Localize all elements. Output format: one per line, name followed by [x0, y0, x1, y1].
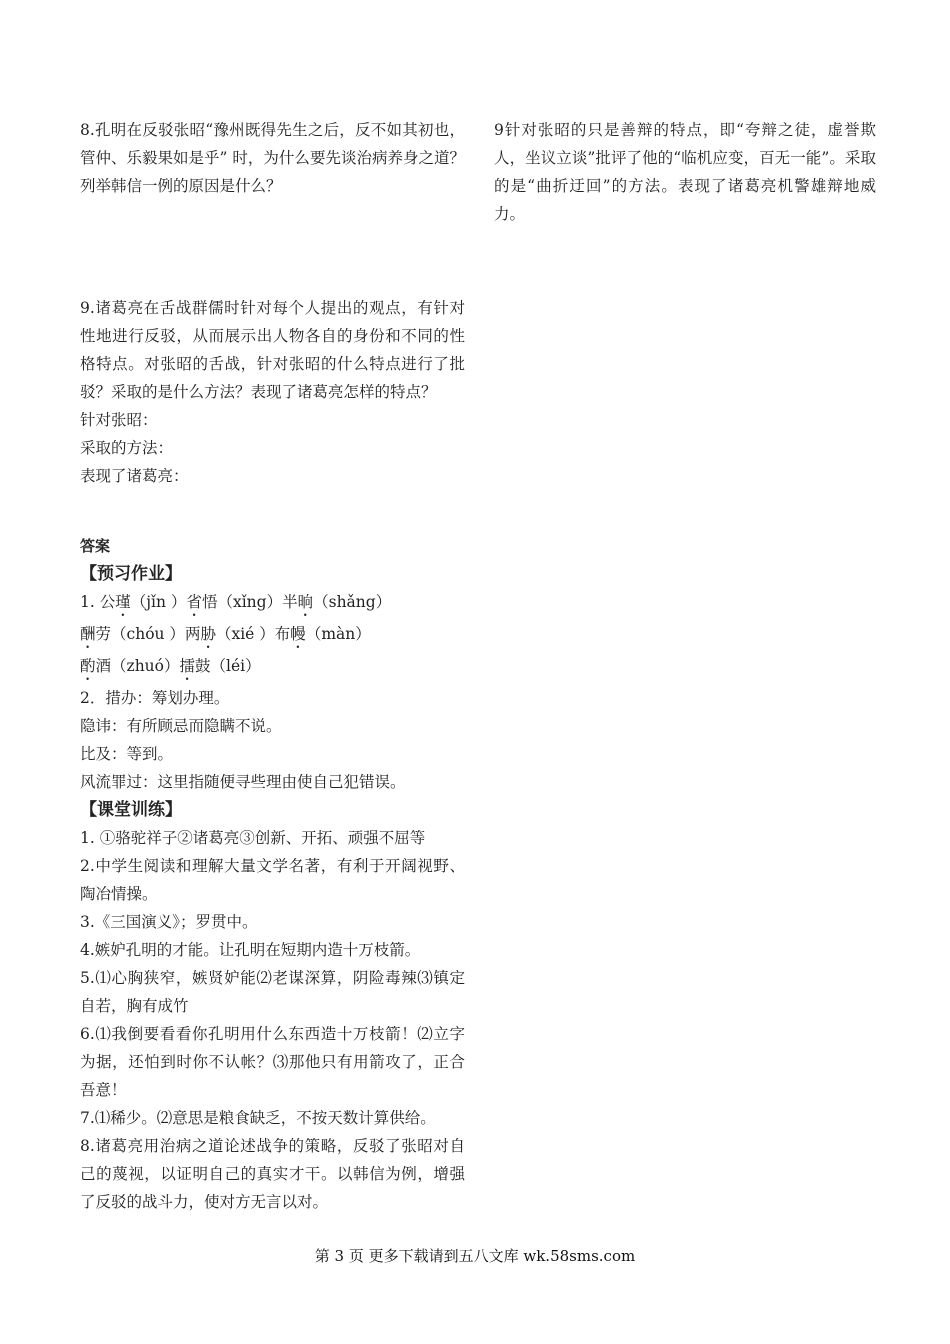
q9-blank-zhangzhao: 针对张昭： — [80, 411, 158, 429]
q9-blank-trait: 表现了诸葛亮： — [80, 467, 189, 485]
pinyin-line-3: 酌酒（zhuó）擂鼓（léi） — [80, 657, 261, 675]
class-answer-6: 6.⑴我倒要看看你孔明用什么东西造十万枝箭！⑵立字为据，还怕到时你不认帐？⑶那他只有用箭攻了，正合吾意！ — [80, 1025, 465, 1099]
class-answer-4: 4.嫉妒孔明的才能。让孔明在短期内造十万枝箭。 — [80, 941, 421, 959]
class-answer-3: 3.《三国演义》；罗贯中。 — [80, 913, 258, 931]
pinyin-line-1: 1. 公瑾（jǐn ）省悟（xǐng）半晌（shǎng） — [80, 593, 392, 611]
page-footer: 第 3 页 更多下载请到五八文库 wk.58sms.com — [314, 1247, 636, 1265]
q9-blank-method: 采取的方法： — [80, 439, 174, 457]
preview-item-5: 风流罪过：这里指随便寻些理由使自己犯错误。 — [80, 773, 406, 791]
answer-9: 9针对张昭的只是善辩的特点，即“夸辩之徒，虚誉欺人，坐议立谈”批评了他的“临机应变，百无一能”。采取的是“曲折迂回”的方法。表现了诸葛亮机警雄辩地威力。 — [494, 121, 876, 223]
class-heading: 【课堂训练】 — [80, 800, 182, 820]
class-answer-5: 5.⑴心胸狭窄，嫉贤妒能⑵老谋深算，阴险毒辣⑶镇定自若，胸有成竹 — [80, 969, 465, 1015]
question-8: 8.孔明在反驳张昭“豫州既得先生之后，反不如其初也，管仲、乐毅果如是乎” 时，为什么要先谈治病养身之道？列举韩信一例的原因是什么？ — [80, 121, 465, 195]
class-answer-8: 8.诸葛亮用治病之道论述战争的策略，反驳了张昭对自己的蔑视，以证明自己的真实才干。以韩信为例，增强了反驳的战斗力，使对方无言以对。 — [80, 1137, 465, 1211]
pinyin-line-2: 酬劳（chóu ）两胁（xié ）布幔（màn） — [80, 625, 371, 643]
class-answer-1: 1. ①骆驼祥子②诸葛亮③创新、开拓、顽强不屈等 — [80, 829, 426, 847]
class-answer-2: 2.中学生阅读和理解大量文学名著，有利于开阔视野、陶冶情操。 — [80, 857, 465, 903]
preview-item-3: 隐讳：有所顾忌而隐瞒不说。 — [80, 717, 282, 735]
class-answer-7: 7.⑴稀少。⑵意思是粮食缺乏，不按天数计算供给。 — [80, 1109, 436, 1127]
preview-heading: 【预习作业】 — [80, 564, 182, 584]
question-9: 9.诸葛亮在舌战群儒时针对每个人提出的观点，有针对性地进行反驳，从而展示出人物各自的身份和不同的性格特点。对张昭的舌战，针对张昭的什么特点进行了批驳？采取的是什么方法？表现了诸葛亮怎样的特点？ — [80, 299, 465, 401]
preview-item-2: 2．措办：筹划办理。 — [80, 689, 230, 707]
right-column — [494, 116, 876, 228]
answers-title: 答案 — [80, 537, 111, 555]
left-column — [80, 116, 465, 1216]
preview-item-4: 比及：等到。 — [80, 745, 174, 763]
